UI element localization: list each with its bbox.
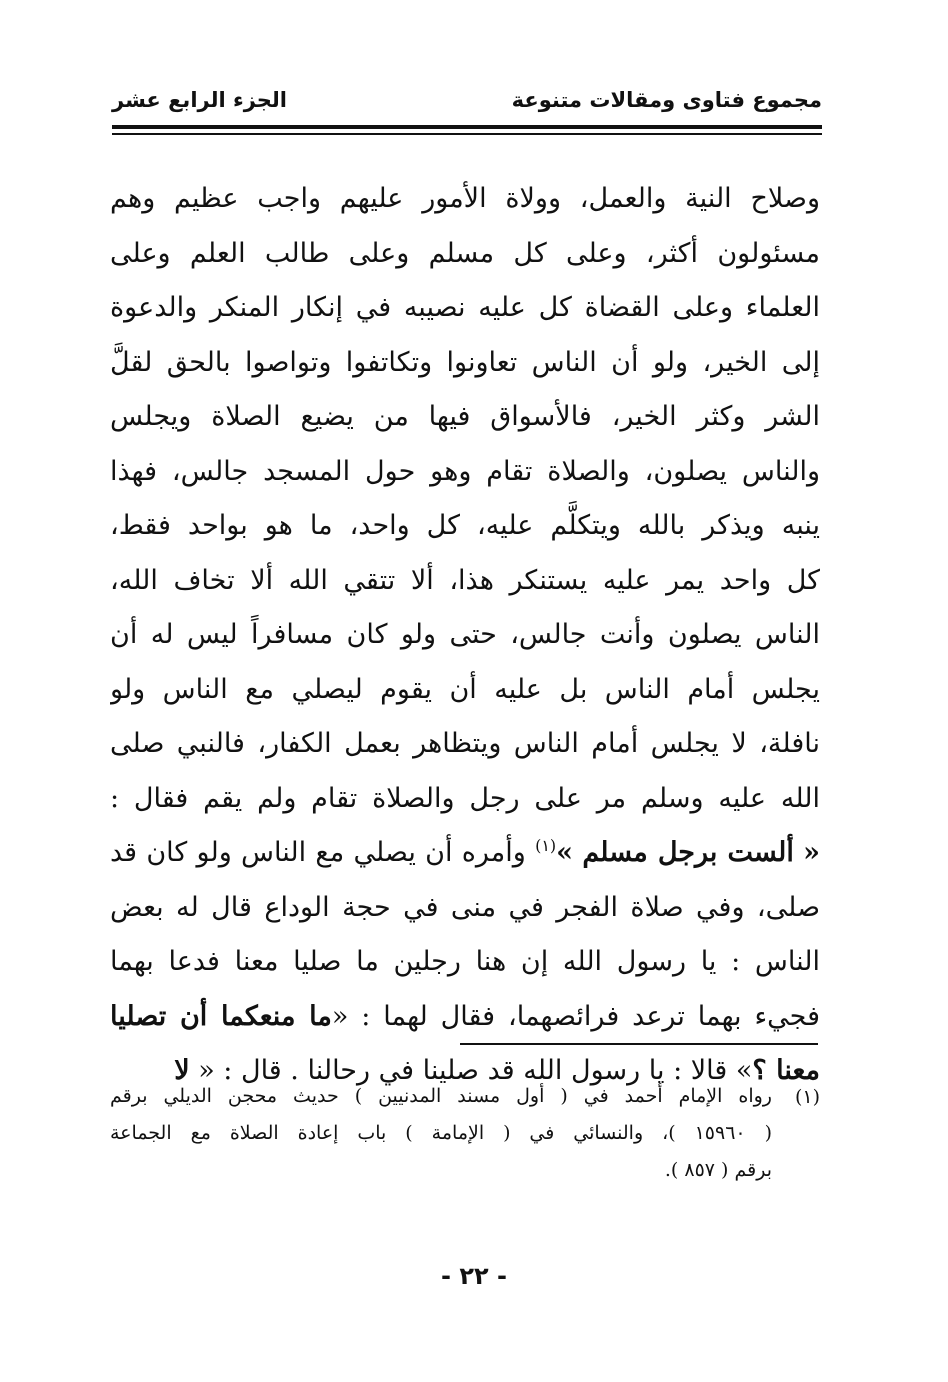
footnote-number: (١) bbox=[794, 1086, 820, 1108]
text-line-quote bbox=[110, 990, 820, 1045]
text-span: فجيء بهما ترعد فرائصهما، فقال لهما : « bbox=[331, 1000, 820, 1032]
header-rule-thin bbox=[112, 133, 822, 135]
text-line: وصلاح النية والعمل، وولاة الأمور عليهم واجب عظيم وهم bbox=[110, 183, 820, 214]
text-span: » قالا : يا رسول الله قد صلينا في رحالنا . قال : « bbox=[198, 1055, 753, 1086]
hadith-quote-2-end: معنا ؟ bbox=[752, 1055, 820, 1086]
text-line-quote bbox=[110, 826, 820, 881]
footnote-item bbox=[110, 1078, 820, 1189]
volume-label: الجزء الرابع عشر bbox=[112, 88, 287, 112]
text-line: الشر وكثر الخير، فالأسواق فيها من يضيع الصلاة ويجلس bbox=[110, 401, 820, 432]
text-line: مسئولون أكثر، وعلى كل مسلم وعلى طالب العلم وعلى bbox=[110, 237, 820, 269]
text-line: ينبه ويذكر بالله ويتكلَّم عليه، كل واحد، ما هو بواحد فقط، bbox=[110, 510, 820, 541]
text-line: كل واحد يمر عليه يستنكر هذا، ألا تتقي الله ألا تخاف الله، bbox=[110, 564, 820, 596]
footnote-text bbox=[110, 1078, 772, 1189]
body-text bbox=[110, 172, 820, 1099]
text-line: العلماء وعلى القضاة كل عليه نصيبه في إنكار المنكر والدعوة bbox=[110, 292, 820, 323]
text-line: نافلة، لا يجلس أمام الناس ويتظاهر بعمل الكفار، فالنبي صلى bbox=[110, 728, 820, 759]
text-line: يجلس أمام الناس بل عليه أن يقوم ليصلي مع الناس ولو bbox=[110, 673, 820, 705]
header-rule-thick bbox=[112, 125, 822, 129]
hadith-quote-2: ما منعكما أن تصليا bbox=[110, 1000, 332, 1032]
footnote-line: برقم ( ٨٥٧ ). bbox=[664, 1159, 772, 1181]
text-line: الله عليه وسلم مر على رجل والصلاة تقام ولم يقم فقال : bbox=[110, 782, 820, 814]
hadith-quote-1: ألست برجل مسلم bbox=[582, 837, 794, 868]
text-line: إلى الخير، ولو أن الناس تعاونوا وتكاتفوا وتواصوا بالحق لقلَّ bbox=[110, 346, 820, 378]
page-number: - ٢٢ - bbox=[441, 1262, 507, 1290]
text-line: صلى، وفي صلاة الفجر في منى في حجة الوداع قال له بعض bbox=[110, 891, 820, 923]
footnote-reference[interactable]: (١) bbox=[535, 836, 557, 855]
running-header bbox=[112, 84, 822, 124]
footnote-line: ( ١٥٩٦٠ )، والنسائي في ( الإمامة ) باب إعادة الصلاة مع الجماعة bbox=[110, 1122, 772, 1144]
footnote bbox=[110, 1078, 820, 1189]
quote-open-mark: « bbox=[803, 837, 820, 868]
hadith-quote-3: لا bbox=[174, 1055, 190, 1086]
quote-close-mark: » bbox=[556, 837, 574, 868]
book-title: مجموع فتاوى ومقالات متنوعة bbox=[511, 88, 822, 112]
text-line: الناس يصلون وأنت جالس، حتى ولو كان مسافراً ليس له أن bbox=[110, 619, 820, 650]
text-span: وأمره أن يصلي مع الناس ولو كان قد bbox=[110, 837, 526, 868]
footnote-line: رواه الإمام أحمد في ( أول مسند المدنيين ) حديث محجن الديلي برقم bbox=[110, 1085, 772, 1107]
text-line: الناس : يا رسول الله إن هنا رجلين ما صليا معنا فدعا بهما bbox=[110, 946, 820, 977]
footnote-separator bbox=[460, 1043, 818, 1045]
text-line: والناس يصلون، والصلاة تقام وهو حول المسجد جالس، فهذا bbox=[110, 455, 820, 487]
